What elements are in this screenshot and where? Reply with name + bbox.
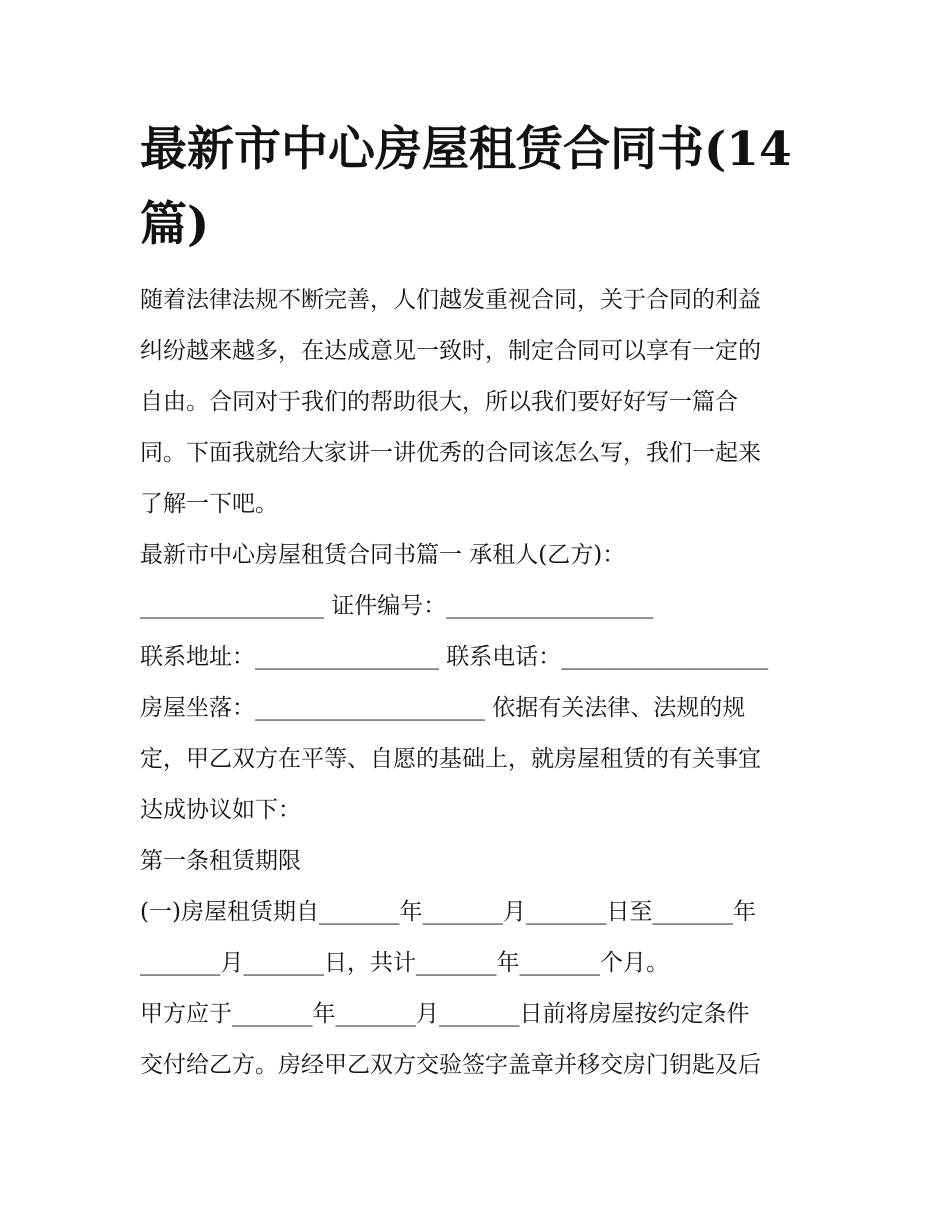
document-title: 最新市中心房屋租赁合同书(14篇) [140, 122, 792, 252]
form-field-line: 联系地址：________________ 联系电话：__________________ [140, 644, 769, 670]
form-field-line: ________________ 证件编号：__________________ [140, 593, 654, 619]
form-field-line: 房屋坐落：____________________ 依据有关法律、法规的规 [140, 695, 746, 721]
article-heading: 第一条租赁期限 [140, 848, 301, 874]
paragraph-line: 纠纷越来越多，在达成意见一致时，制定合同可以享有一定的 [140, 338, 761, 364]
clause-line: _______月_______日，共计_______年_______个月。 [140, 950, 669, 976]
section-heading-line: 最新市中心房屋租赁合同书篇一 承租人(乙方)： [140, 542, 626, 568]
paragraph-line: 同。下面我就给大家讲一讲优秀的合同该怎么写，我们一起来 [140, 440, 761, 466]
clause-line: 甲方应于_______年_______月_______日前将房屋按约定条件 [140, 1001, 750, 1027]
paragraph-line: 定，甲乙双方在平等、自愿的基础上，就房屋租赁的有关事宜 [140, 746, 761, 772]
paragraph-line: 了解一下吧。 [140, 491, 278, 517]
paragraph-line: 自由。合同对于我们的帮助很大，所以我们要好好写一篇合 [140, 389, 738, 415]
paragraph-line: 达成协议如下： [140, 797, 301, 823]
clause-line: 交付给乙方。房经甲乙双方交验签字盖章并移交房门钥匙及后 [140, 1052, 761, 1078]
clause-line: (一)房屋租赁期自_______年_______月_______日至_______年 [140, 899, 756, 925]
paragraph-line: 随着法律法规不断完善，人们越发重视合同，关于合同的利益 [140, 287, 761, 313]
